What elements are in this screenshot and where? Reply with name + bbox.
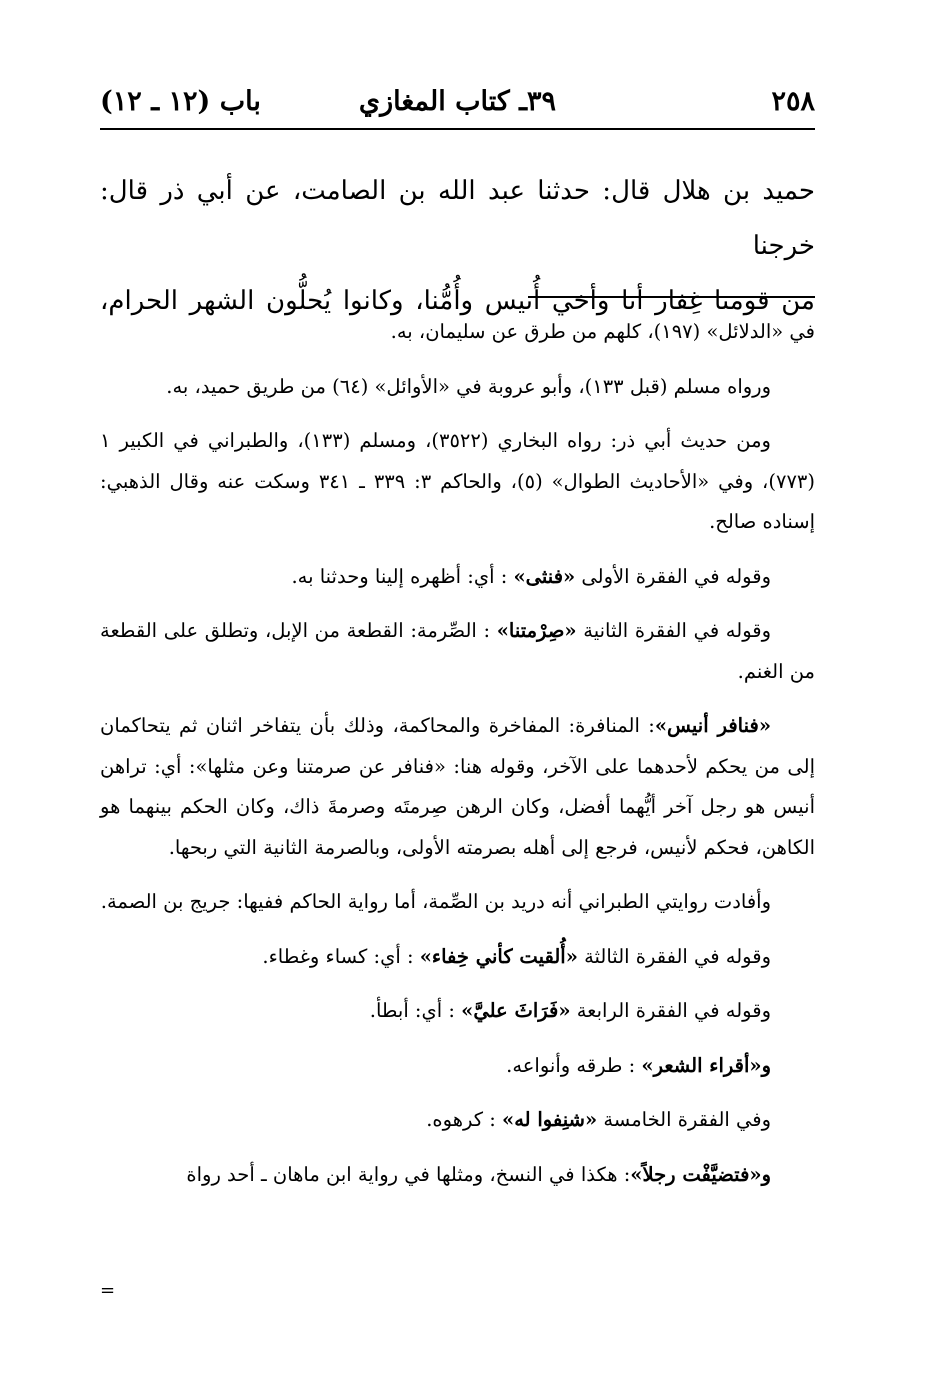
footnote-10	[100, 1046, 815, 1087]
footnote-7: وأفادت روايتي الطبراني أنه دريد بن الصِّمة، أما رواية الحاكم ففيها: جريج بن الصمة.	[100, 890, 771, 913]
footnote-8	[100, 937, 815, 978]
footnote-4-lead: وقوله في الفقرة الأولى	[575, 564, 771, 588]
continuation-mark: =	[100, 1280, 116, 1301]
book-page	[100, 0, 815, 1382]
footnote-1: في «الدلائل» (١٩٧)، كلهم من طرق عن سليمان، به.	[390, 320, 815, 343]
footnote-11	[100, 1100, 815, 1141]
running-title: ٣٩ـ كتاب المغازي	[358, 86, 557, 117]
footnote-12	[100, 1155, 815, 1196]
footnote-5-term: «صِرْمتنا»	[496, 619, 577, 642]
footnotes	[100, 312, 815, 1209]
main-line-1: حميد بن هلال قال: حدثنا عبد الله بن الصامت، عن أبي ذر قال: خرجنا	[100, 176, 815, 261]
footnote-12-term: و«فتضيَّفْت رجلاً»	[630, 1162, 771, 1186]
footnote-2: ورواه مسلم (قبل ١٣٣)، وأبو عروبة في «الأوائل» (٦٤) من طريق حميد، به.	[166, 374, 771, 398]
footnote-4	[100, 557, 815, 598]
main-text	[100, 164, 815, 329]
footnote-12-rest: : هكذا في النسخ، ومثلها في رواية ابن ماهان ـ أحد رواة	[186, 1162, 631, 1186]
page-number: ٢٥٨	[771, 86, 815, 117]
footnote-11-lead: وفي الفقرة الخامسة	[597, 1108, 771, 1131]
footnote-9-term: «فَرَاثَ عليَّ»	[461, 999, 571, 1022]
footnote-5-lead: وقوله في الفقرة الثانية	[576, 619, 772, 642]
footnote-6-rest: : المنافرة: المفاخرة والمحاكمة، وذلك بأن يتفاخر اثنان ثم يتحاكمان إلى من يحكم لأحدهما على الآخر، وقوله هنا: «فنافر عن صرمتنا وعن مثلها»: أي: تراهن أنيس هو رجل آخر أيُّهما أفضل، وكان الرهن صِرمتَه وصرمةَ ذاك، وكان الحكم بينهما هو الكاهن، فحكم لأنيس، فرجع إلى أهله بصرمته الأولى، وبالصرمة الثانية التي ربحها.	[100, 714, 815, 859]
footnote-rule	[528, 296, 815, 298]
footnote-11-rest: : كرهوه.	[426, 1108, 503, 1131]
footnote-3: ومن حديث أبي ذر: رواه البخاري (٣٥٢٢)، ومسلم (١٣٣)، والطبراني في الكبير ١ (٧٧٣)، وفي «الأحاديث الطوال» (٥)، والحاكم ٣: ٣٣٩ ـ ٣٤١ وسكت عنه وقال الذهبي: إسناده صالح.	[100, 429, 815, 533]
section-label: باب (١٢ ـ ١٢)	[100, 86, 261, 117]
footnote-8-rest: : أي: كساء وغطاء.	[262, 944, 420, 968]
main-line-2: من قومنا غِفار أنا وأخي أُنيس وأُمُّنا، وكانوا يُحلُّون الشهر الحرام،	[100, 286, 815, 316]
footnote-8-term: «أُلقيت كأني خِفاء»	[419, 944, 578, 968]
footnote-6	[100, 706, 815, 868]
footnote-4-rest: : أي: أظهره إلينا وحدثنا به.	[291, 564, 514, 588]
footnote-10-term: و«أقراء الشعر»	[641, 1053, 771, 1077]
footnote-4-term: «فنثى»	[513, 564, 576, 588]
footnote-8-lead: وقوله في الفقرة الثالثة	[577, 944, 771, 968]
footnote-10-rest: : طرقه وأنواعه.	[506, 1053, 642, 1077]
header-rule	[100, 128, 815, 130]
footnote-5	[100, 611, 815, 692]
footnote-5-rest: : الصِّرمة: القطعة من الإبل، وتطلق على القطعة من الغنم.	[100, 619, 815, 683]
footnote-11-term: «شنِفوا له»	[502, 1108, 598, 1131]
footnote-6-term: «فنافر أنيس»	[654, 714, 772, 737]
footnote-9-rest: : أي: أبطأ.	[369, 999, 462, 1022]
page-header	[100, 84, 815, 124]
footnote-9	[100, 991, 815, 1032]
footnote-9-lead: وقوله في الفقرة الرابعة	[570, 999, 771, 1022]
